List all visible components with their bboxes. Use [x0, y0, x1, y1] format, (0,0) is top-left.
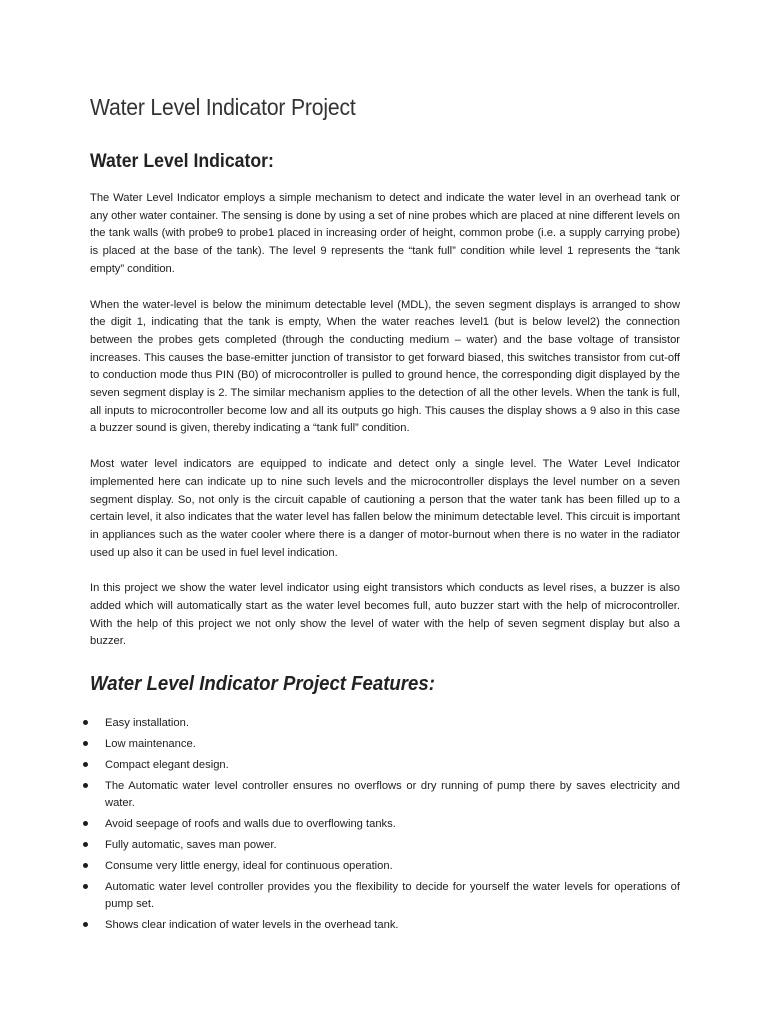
list-item — [90, 917, 680, 934]
list-item — [90, 757, 680, 774]
list-item — [90, 837, 680, 854]
feature-text: Easy installation. — [105, 717, 189, 730]
list-item — [90, 778, 680, 811]
bullet-icon — [83, 884, 88, 889]
features-list — [90, 715, 680, 933]
feature-text: Fully automatic, saves man power. — [105, 839, 277, 852]
feature-text: Consume very little energy, ideal for continuous operation. — [105, 860, 393, 873]
feature-text: Automatic water level controller provides you the flexibility to decide for yourself the water levels for operations of pump set. — [105, 881, 680, 910]
bullet-icon — [83, 842, 88, 847]
paragraph-2: When the water-level is below the minimum detectable level (MDL), the seven segment displays is arranged to show the digit 1, indicating that the tank is empty, When the water reaches level1 (but is below level2) the connection between the probes gets completed (through the conducting medium – water) and the base voltage of transistor increases. This causes the base-emitter junction of transistor to get forward biased, this switches transistor from cut-off to conduction mode thus PIN (B0) of microcontroller is pulled to ground hence, the corresponding digit displayed by the seven segment display is 2. The similar mechanism applies to the detection of all the other levels. When the tank is full, all inputs to microcontroller become low and all its outputs go high. This causes the display shows a 9 also in this case a buzzer sound is given, thereby indicating a “tank full” condition. — [90, 298, 680, 435]
feature-text: Compact elegant design. — [105, 759, 229, 772]
paragraph-1: The Water Level Indicator employs a simple mechanism to detect and indicate the water level in an overhead tank or any other water container. The sensing is done by using a set of nine probes which are placed at nine different levels on the tank walls (with probe9 to probe1 placed in increasing order of height, common probe (i.e. a supply carrying probe) is placed at the base of the tank). The level 9 represents the “tank full” condition while level 1 represents the “tank empty” condition. — [90, 192, 680, 275]
list-item — [90, 858, 680, 875]
feature-text: Shows clear indication of water levels in the overhead tank. — [105, 918, 399, 931]
feature-text: Avoid seepage of roofs and walls due to overflowing tanks. — [105, 818, 396, 831]
paragraph-3: Most water level indicators are equipped to indicate and detect only a single level. The Water Level Indicator implemented here can indicate up to nine such levels and the microcontroller displays the level number on a seven segment display. So, not only is the circuit capable of cautioning a person that the water tank has been filled up to a certain level, it also indicates that the water level has fallen below the minimum detectable level. This circuit is important in appliances such as the water cooler where there is a danger of motor-burnout when there is no water in the radiator used up also it can be used in fuel level indication. — [90, 458, 680, 559]
feature-text: The Automatic water level controller ensures no overflows or dry running of pump there by saves electricity and water. — [105, 780, 680, 809]
document-title: Water Level Indicator Project — [90, 94, 356, 120]
bullet-icon — [83, 783, 88, 788]
bullet-icon — [83, 821, 88, 826]
list-item — [90, 715, 680, 732]
bullet-icon — [83, 762, 88, 767]
section-heading: Water Level Indicator: — [90, 151, 274, 172]
list-item — [90, 816, 680, 833]
bullet-icon — [83, 922, 88, 927]
bullet-icon — [83, 720, 88, 725]
document-page — [90, 0, 680, 938]
feature-text: Low maintenance. — [105, 738, 196, 751]
list-item — [90, 879, 680, 912]
bullet-icon — [83, 741, 88, 746]
paragraph-4: In this project we show the water level indicator using eight transistors which conducts as level rises, a buzzer is also added which will automatically start as the water level becomes full, auto buzzer start with the help of microcontroller. With the help of this project we not only show the level of water with the help of seven segment display but also a buzzer. — [90, 582, 680, 648]
bullet-icon — [83, 863, 88, 868]
list-item — [90, 736, 680, 753]
features-heading: Water Level Indicator Project Features: — [90, 673, 435, 696]
